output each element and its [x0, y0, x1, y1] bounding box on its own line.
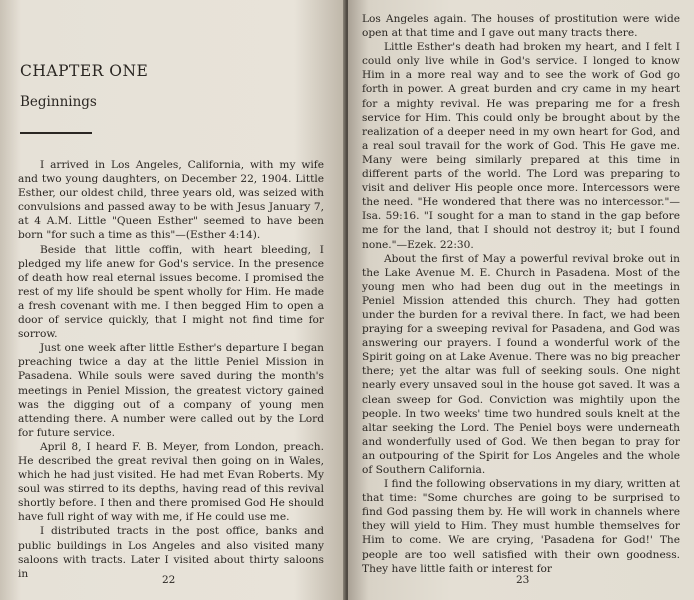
right-page-body	[362, 12, 680, 576]
paragraph: Little Esther's death had broken my heart, and I felt I could only live while in God's service. I longed to know Him in a more real way and to see the work of God go forth in power. A great burden and cry came in my heart for a mighty revival. He was preparing me for a fresh service for Him. This could only be brought about by the realization of a deeper need in my own heart for God, and a real soul travail for the work of God. This He gave me. Many were being similarly prepared at this time in different parts of the world. The Lord was preparing to visit and deliver His people once more. Intercessors were the need. "He wondered that there was no intercessor."—Isa. 59:16. "I sought for a man to stand in the gap before me for the land, that I should not destroy it; but I found none."—Ezek. 22:30.	[362, 41, 680, 251]
paragraph: About the first of May a powerful revival broke out in the Lake Avenue M. E. Church in Pasadena. Most of the young men who had been dug out in the meetings in Peniel Mission attended this church. They had gotten under the burden for a revival there. In fact, we had been praying for a sweeping revival for Pasadena, and God was answering our prayers. I found a wonderful work of the Spirit going on at Lake Avenue. There was no big preacher there; yet the altar was full of seeking souls. One night nearly every unsaved soul in the house got saved. It was a clean sweep for God. Conviction was mightily upon the people. In two weeks' time two hundred souls knelt at the altar seeking the Lord. The Peniel boys were underneath and wonderfully used of God. We then began to pray for an outpouring of the Spirit for Los Angeles and the whole of Southern California.	[362, 252, 680, 476]
chapter-subtitle: Beginnings	[20, 94, 97, 110]
right-page	[348, 0, 694, 600]
chapter-divider	[20, 132, 92, 134]
page-number: 22	[162, 574, 176, 586]
paragraph: I distributed tracts in the post office, banks and public buildings in Los Angeles and also visited many saloons with tracts. Later I visited about thirty saloons in	[18, 525, 324, 580]
left-page-body	[18, 158, 324, 581]
paragraph: Los Angeles again. The houses of prostitution were wide open at that time and I gave out many tracts there.	[362, 13, 680, 40]
paragraph: Beside that little coffin, with heart bleeding, I pledged my life anew for God's service. In the presence of death how real eternal issues become. I promised the rest of my life should be spent wholly for Him. He made a fresh covenant with me. I then begged Him to open a door of service quickly, that I might not find time for sorrow.	[18, 243, 324, 341]
paragraph: Just one week after little Esther's departure I began preaching twice a day at the little Peniel Mission in Pasadena. While souls were saved during the month's meetings in Peniel Mission, the greatest victory gained was the digging out of a company of young men attending there. A number were called out by the Lord for future service.	[18, 342, 324, 439]
chapter-title: CHAPTER ONE	[20, 62, 149, 80]
paragraph: I find the following observations in my diary, written at that time: "Some churches are going to be surprised to find God passing them by. He will work in channels where they will yield to Him. They must humble themselves for Him to come. We are crying, 'Pasadena for God!' The people are too well satisfied with their own goodness. They have little faith or interest for	[362, 478, 680, 575]
left-page	[0, 0, 346, 600]
paragraph: April 8, I heard F. B. Meyer, from London, preach. He described the great revival then going on in Wales, which he had just visited. He had met Evan Roberts. My soul was stirred to its depths, having read of this revival shortly before. I then and there promised God He should have full right of way with me, if He could use me.	[18, 440, 324, 524]
page-number: 23	[516, 574, 530, 586]
paragraph: I arrived in Los Angeles, California, with my wife and two young daughters, on December 22, 1904. Little Esther, our oldest child, three years old, was seized with convulsions and passed away to be with Jesus January 7, at 4 A.M. Little "Queen Esther" seemed to have been born "for such a time as this"—(Esther 4:14).	[18, 159, 324, 242]
